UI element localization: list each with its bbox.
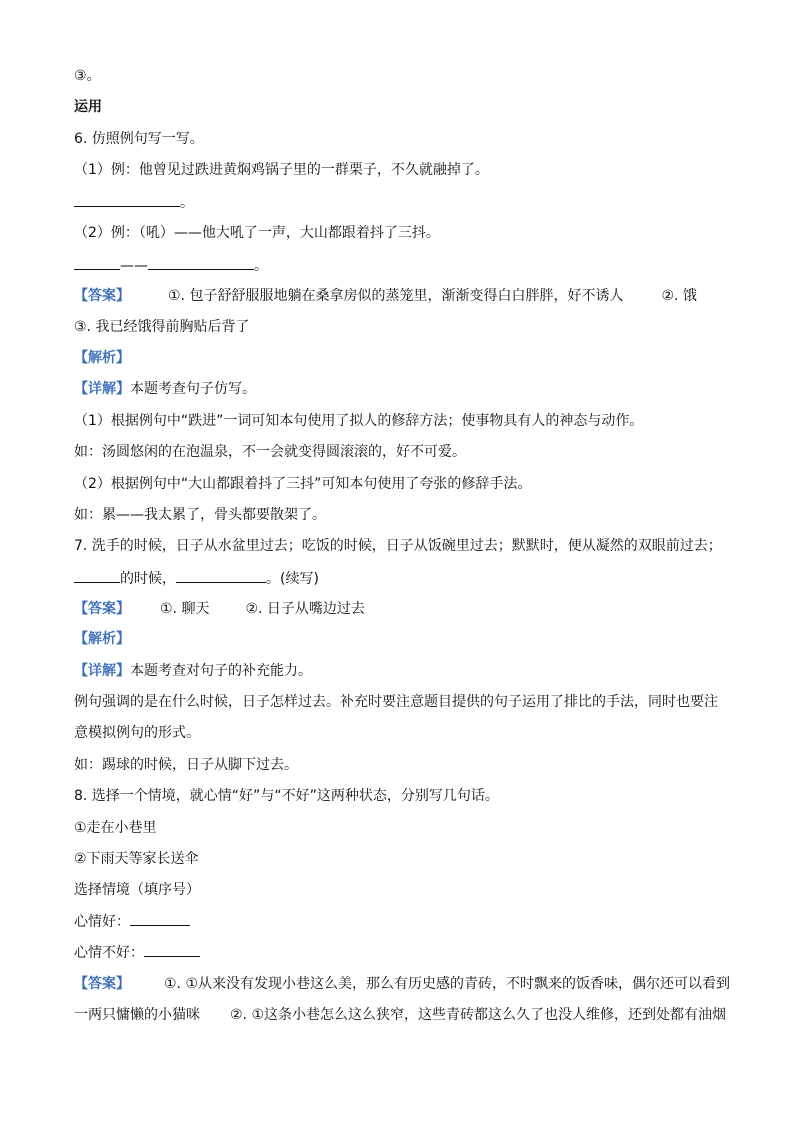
- text-line: 例句强调的是在什么时候，日子怎样过去。补充时要注意题目提供的句子运用了排比的手法，同时也要注: [74, 694, 718, 710]
- option-1: ①走在小巷里: [74, 820, 157, 836]
- answer-row: [74, 286, 734, 306]
- text-line: 如：累——我太累了，骨头都要散架了。: [74, 507, 326, 523]
- text-line: （1）根据例句中“跌进”一词可知本句使用了拟人的修辞方法；使事物具有人的神态与动作。: [74, 413, 644, 429]
- answer-text: ①. 聊天: [160, 601, 210, 617]
- option-2: ②下雨天等家长送伞: [74, 851, 199, 867]
- answer-blank-line: [74, 911, 734, 932]
- punctuation: 。: [180, 195, 194, 211]
- punctuation: 。: [254, 258, 268, 274]
- section-heading: 运用: [74, 99, 102, 115]
- detail-tag: 【详解】: [74, 663, 130, 679]
- analysis-tag: 【解析】: [74, 350, 130, 366]
- answer-text: 一两只慵懒的小猫咪: [74, 1007, 200, 1023]
- detail-text: 本题考查对句子的补充能力。: [130, 663, 312, 679]
- answer-blank-line: [74, 568, 734, 589]
- text: 的时候，: [120, 571, 176, 587]
- text-line: ③。: [74, 68, 101, 84]
- fill-blank: [74, 568, 120, 583]
- answer-continued: [74, 1005, 734, 1025]
- answer-continued: ③. 我已经饿得前胸贴后背了: [74, 319, 250, 335]
- answer-blank-line: [74, 192, 734, 213]
- text-line: （2）根据例句中“大山都跟着抖了三抖”可知本句使用了夸张的修辞手法。: [74, 476, 532, 492]
- label: 心情不好：: [74, 945, 144, 961]
- answer-text: ②. ①这条小巷怎么这么狭窄，这些青砖都这么久了也没人维修，还到处都有油烟: [230, 1007, 726, 1023]
- fill-blank: [130, 911, 190, 926]
- answer-text: ①. ①从来没有发现小巷这么美，那么有历史感的青砖，不时飘来的饭香味，偶尔还可以看到: [164, 976, 730, 992]
- answer-tag: 【答案】: [74, 601, 130, 617]
- label: 心情好：: [74, 914, 130, 930]
- text-line: 选择情境（填序号）: [74, 882, 200, 898]
- question-7: 7. 洗手的时候，日子从水盆里过去；吃饭的时候，日子从饭碗里过去；默默时，便从凝然的双眼前过去；: [74, 538, 722, 554]
- answer-tag: 【答案】: [74, 288, 130, 304]
- answer-tag: 【答案】: [74, 976, 130, 992]
- fill-blank: [148, 255, 254, 270]
- analysis-tag: 【解析】: [74, 631, 130, 647]
- answer-row: [74, 974, 734, 994]
- fill-blank: [176, 568, 266, 583]
- answer-text: ①. 包子舒舒服服地躺在桑拿房似的蒸笼里，渐渐变得白白胖胖，好不诱人: [168, 288, 624, 304]
- answer-text: ②. 日子从嘴边过去: [245, 601, 365, 617]
- answer-blank-line: [74, 942, 734, 963]
- fill-blank: [74, 192, 180, 207]
- dash: ——: [120, 258, 148, 274]
- detail-text: 本题考查句子仿写。: [130, 381, 256, 397]
- question-8: 8. 选择一个情境，就心情“好”与“不好”这两种状态，分别写几句话。: [74, 788, 499, 804]
- answer-row: [74, 599, 734, 619]
- text: 。(续写): [266, 571, 319, 587]
- detail-row: [74, 379, 734, 399]
- text-line: 意模拟例句的形式。: [74, 725, 200, 741]
- detail-row: [74, 661, 734, 681]
- question-6: 6. 仿照例句写一写。: [74, 131, 204, 147]
- text-line: 如：踢球的时候，日子从脚下过去。: [74, 757, 298, 773]
- example-2: （2）例：（吼）——他大吼了一声，大山都跟着抖了三抖。: [74, 225, 440, 241]
- detail-tag: 【详解】: [74, 381, 130, 397]
- fill-blank: [144, 942, 200, 957]
- answer-text: ②. 饿: [661, 288, 697, 304]
- example-1: （1）例：他曾见过跌进黄焖鸡锅子里的一群栗子，不久就融掉了。: [74, 162, 489, 178]
- text-line: 如：汤圆悠闲的在泡温泉，不一会就变得圆滚滚的，好不可爱。: [74, 444, 466, 460]
- answer-blank-line: [74, 255, 734, 276]
- fill-blank: [74, 255, 120, 270]
